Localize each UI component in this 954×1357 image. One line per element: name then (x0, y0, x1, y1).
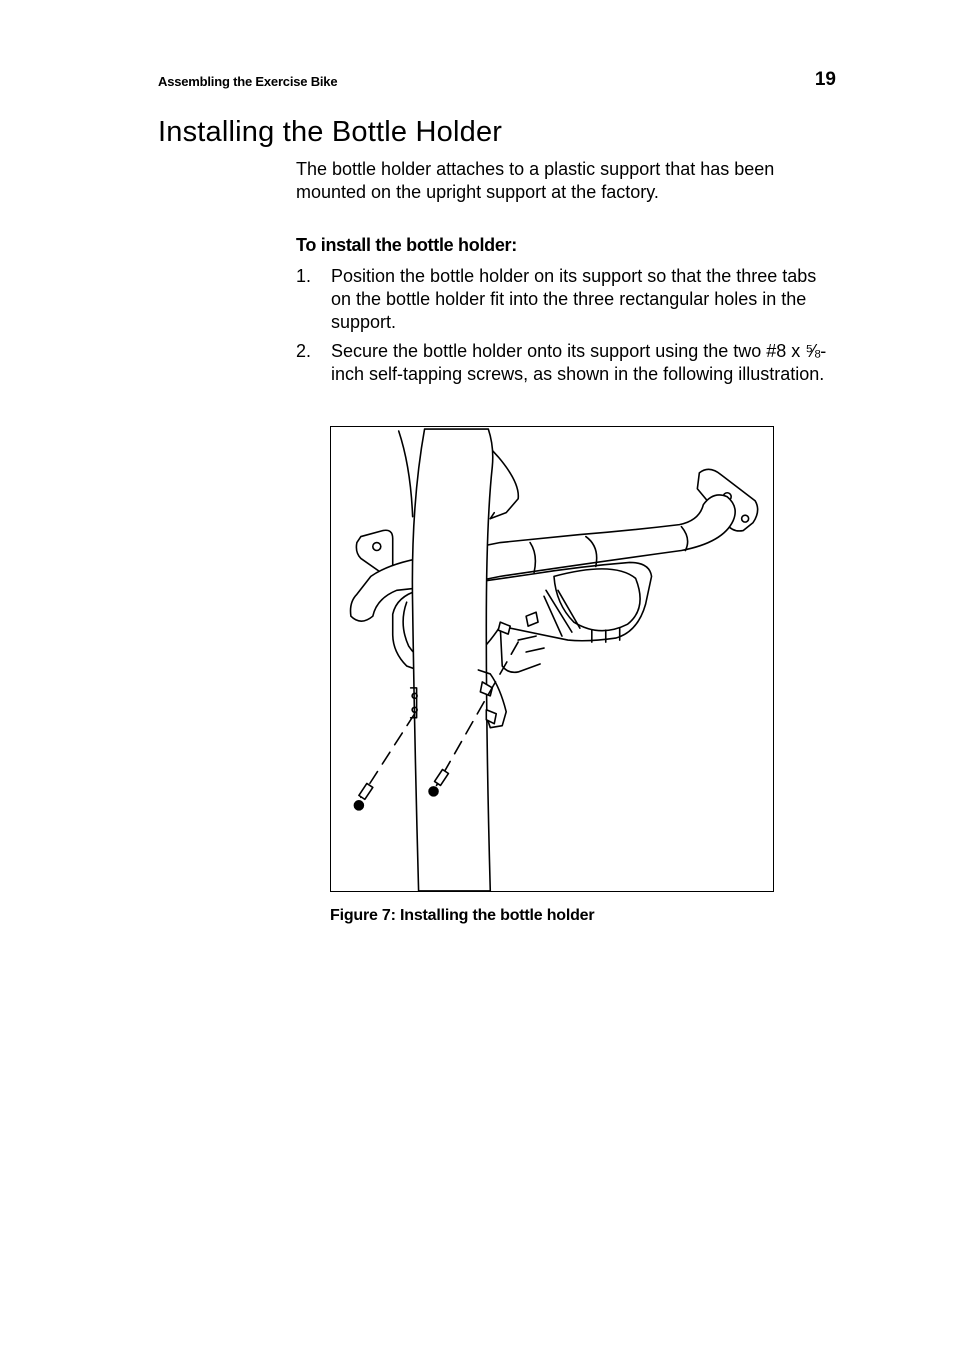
running-head: Assembling the Exercise Bike (158, 74, 338, 89)
screw-left (354, 783, 372, 809)
procedure-steps (296, 265, 841, 392)
intro-paragraph: The bottle holder attaches to a plastic support that has been mounted on the upright support at the factory. (296, 159, 775, 202)
figure-caption: Figure 7: Installing the bottle holder (330, 907, 595, 924)
step-number: 1. (296, 266, 312, 286)
figure-illustration (330, 426, 774, 892)
step-text: Secure the bottle holder onto its support using the two #8 x ⅝-inch self-tapping screws, as shown in the following illustration. (331, 341, 827, 384)
page-title: Installing the Bottle Holder (158, 116, 503, 148)
page-number: 19 (814, 69, 836, 90)
step-number: 2. (296, 341, 312, 361)
step-item (296, 265, 841, 334)
step-text: Position the bottle holder on its support so that the three tabs on the bottle holder fit into the three rectangular holes in the support. (331, 266, 817, 332)
procedure-heading: To install the bottle holder: (296, 235, 517, 255)
upright-post (399, 429, 493, 891)
step-item (296, 340, 841, 386)
